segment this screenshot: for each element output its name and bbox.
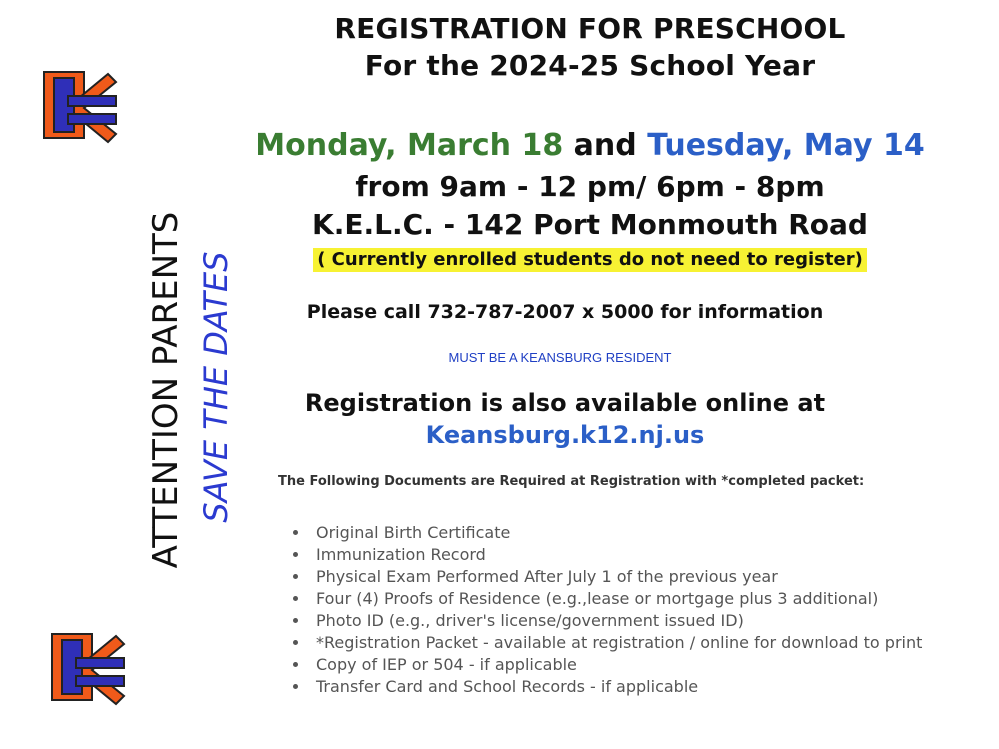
district-logo-top xyxy=(40,68,120,148)
document-item: • Copy of IEP or 504 - if applicable xyxy=(310,654,950,676)
date-monday: Monday, March 18 xyxy=(255,128,564,163)
document-item: • Original Birth Certificate xyxy=(310,522,950,544)
registration-url[interactable]: Keansburg.k12.nj.us xyxy=(425,421,705,449)
save-the-dates-text: SAVE THE DATES xyxy=(197,251,235,523)
document-item: • Photo ID (e.g., driver's license/government issued ID) xyxy=(310,610,950,632)
document-item: • Transfer Card and School Records - if applicable xyxy=(310,676,950,698)
document-item: • *Registration Packet - available at registration / online for download to print xyxy=(310,632,950,654)
contact-phone: Please call 732-787-2007 x 5000 for information xyxy=(306,301,824,323)
event-times: from 9am - 12 pm/ 6pm - 8pm xyxy=(355,170,825,203)
document-item: • Physical Exam Performed After July 1 of the previous year xyxy=(310,566,950,588)
documents-list xyxy=(290,522,950,698)
header xyxy=(250,12,930,82)
date-and: and xyxy=(563,128,648,163)
enrollment-note-text: ( Currently enrolled students do not need to register) xyxy=(313,248,867,272)
event-location: K.E.L.C. - 142 Port Monmouth Road xyxy=(312,208,868,241)
attention-parents-text: ATTENTION PARENTS xyxy=(146,211,186,569)
date-tuesday: Tuesday, May 14 xyxy=(647,128,925,163)
logo-graphic xyxy=(40,68,120,148)
document-item: • Four (4) Proofs of Residence (e.g.,lease or mortgage plus 3 additional) xyxy=(310,588,950,610)
header-title: REGISTRATION FOR PRESCHOOL xyxy=(334,12,846,45)
documents-heading: The Following Documents are Required at Registration with *completed packet: xyxy=(278,474,865,489)
header-subtitle: For the 2024-25 School Year xyxy=(364,49,816,82)
document-item: • Immunization Record xyxy=(310,544,950,566)
logo-graphic xyxy=(48,630,128,710)
enrollment-note xyxy=(230,248,950,272)
district-logo-bottom xyxy=(48,630,128,710)
event-dates xyxy=(230,128,950,163)
online-registration-text: Registration is also available online at xyxy=(304,389,826,417)
resident-requirement: MUST BE A KEANSBURG RESIDENT xyxy=(448,350,672,365)
